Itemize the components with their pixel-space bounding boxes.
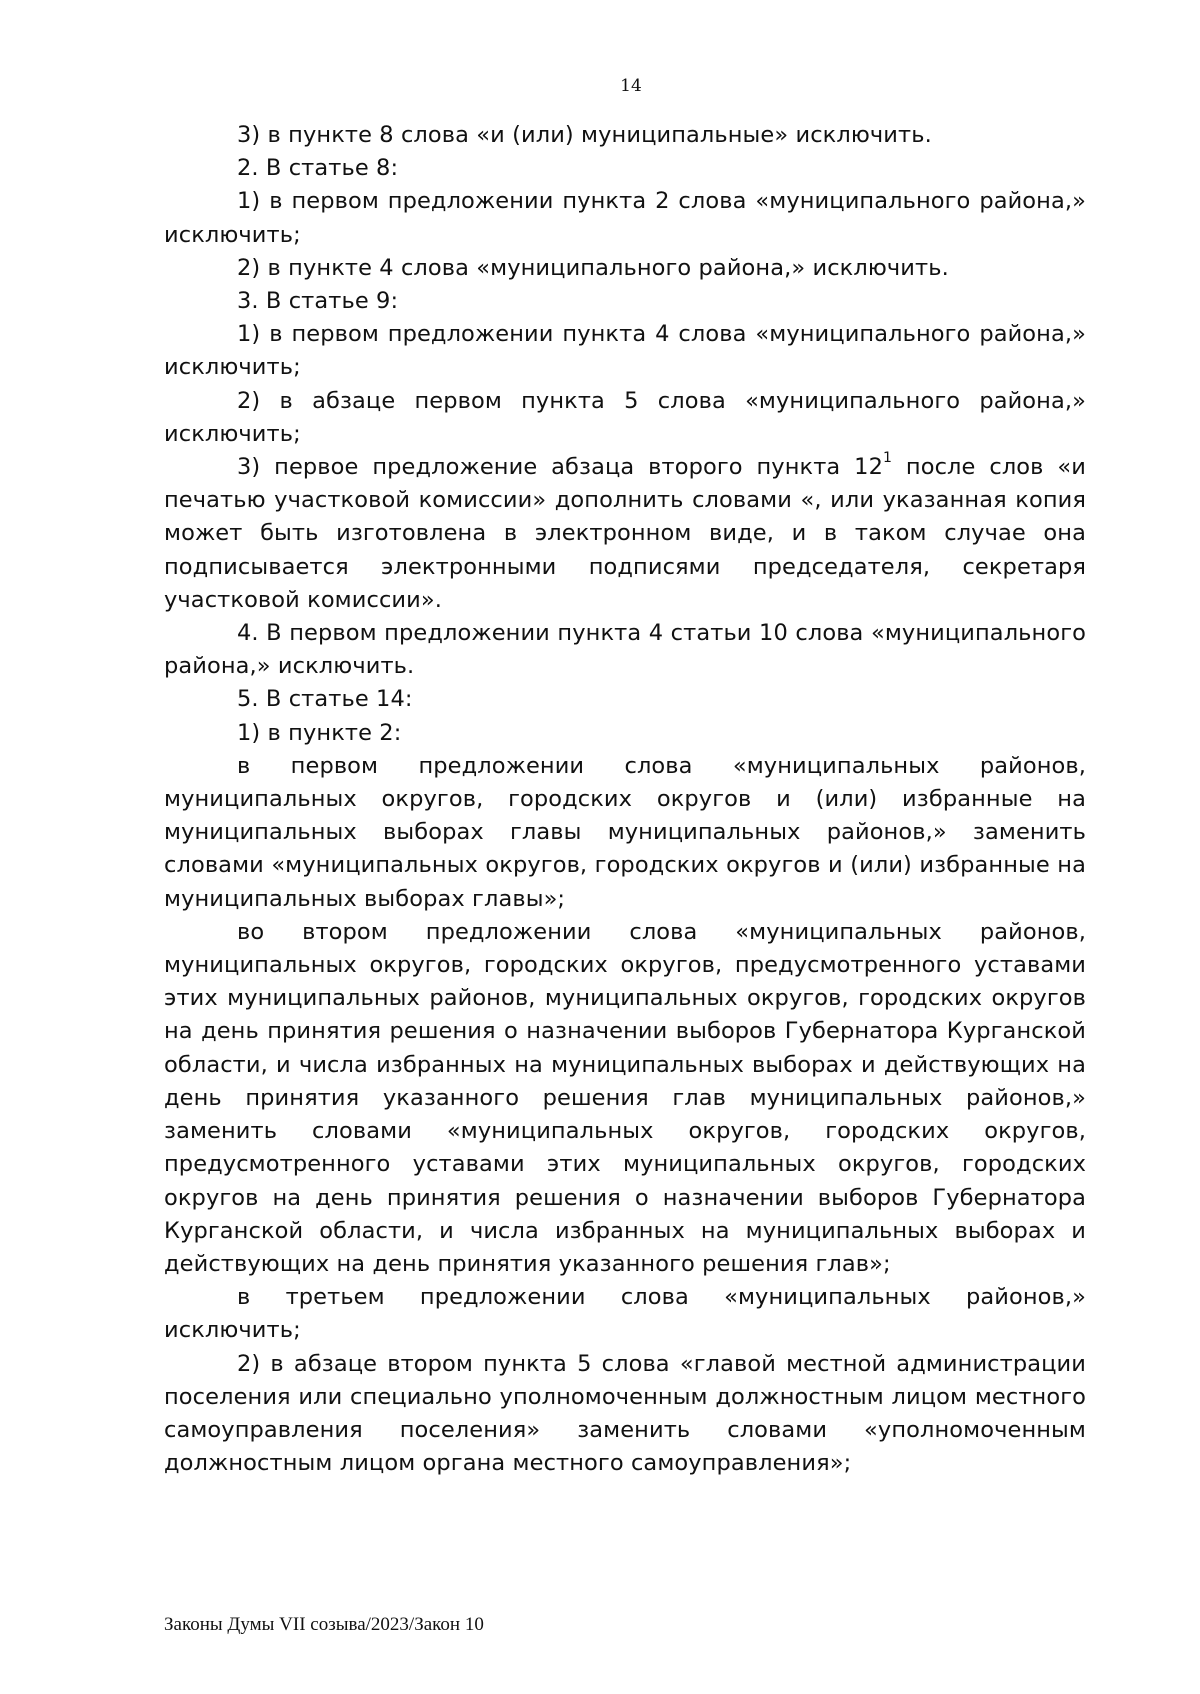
document-body: [164, 119, 1086, 1480]
paragraph: во втором предложении слова «муниципальных районов, муниципальных округов, городских округов, предусмотренного уставами этих муниципальных районов, муниципальных округов, городских округов на день принятия решения о назначении выборов Губернатора Курганской области, и числа избранных на муниципальных выборах и действующих на день принятия указанного решения глав муниципальных районов,» заменить словами «муниципальных округов, городских округов, предусмотренного уставами этих муниципальных округов, городских округов на день принятия решения о назначении выборов Губернатора Курганской области, и числа избранных на муниципальных выборах и действующих на день принятия указанного решения глав»;: [164, 918, 1086, 1277]
paragraph-text: 3) первое предложение абзаца второго пункта 12: [237, 454, 884, 481]
paragraph: 5. В статье 14:: [237, 686, 413, 713]
document-footer: Законы Думы VII созыва/2023/Закон 10: [164, 1614, 484, 1635]
paragraph: 1) в первом предложении пункта 4 слова «муниципального района,» исключить;: [164, 321, 1086, 381]
paragraph: 3. В статье 9:: [237, 288, 399, 315]
paragraph: 1) в пункте 2:: [237, 719, 402, 746]
paragraph: 3) в пункте 8 слова «и (или) муниципальные» исключить.: [237, 122, 932, 148]
page-number: 14: [620, 76, 642, 96]
paragraph-with-superscript: [164, 451, 1086, 617]
paragraph: 2) в абзаце первом пункта 5 слова «муниципального района,» исключить;: [164, 387, 1086, 447]
paragraph: 2. В статье 8:: [237, 155, 399, 182]
paragraph: 2) в пункте 4 слова «муниципального района,» исключить.: [237, 254, 949, 281]
superscript: 1: [883, 450, 893, 467]
paragraph-text: после слов «и печатью участковой комиссии» дополнить словами «, или указанная копия может быть изготовлена в электронном виде, и в таком случае она подписывается электронными подписями председателя, секретаря участковой комиссии».: [164, 454, 1086, 613]
paragraph: 4. В первом предложении пункта 4 статьи 10 слова «муниципального района,» исключить.: [164, 620, 1086, 680]
paragraph: в третьем предложении слова «муниципальных районов,» исключить;: [164, 1284, 1086, 1344]
paragraph: в первом предложении слова «муниципальных районов, муниципальных округов, городских округов и (или) избранные на муниципальных выборах главы муниципальных районов,» заменить словами «муниципальных округов, городских округов и (или) избранные на муниципальных выборах главы»;: [164, 752, 1086, 912]
paragraph: 2) в абзаце втором пункта 5 слова «главой местной администрации поселения или специально уполномоченным должностным лицом местного самоуправления поселения» заменить словами «уполномоченным должностным лицом органа местного самоуправления»;: [164, 1350, 1086, 1477]
paragraph: 1) в первом предложении пункта 2 слова «муниципального района,» исключить;: [164, 188, 1086, 248]
